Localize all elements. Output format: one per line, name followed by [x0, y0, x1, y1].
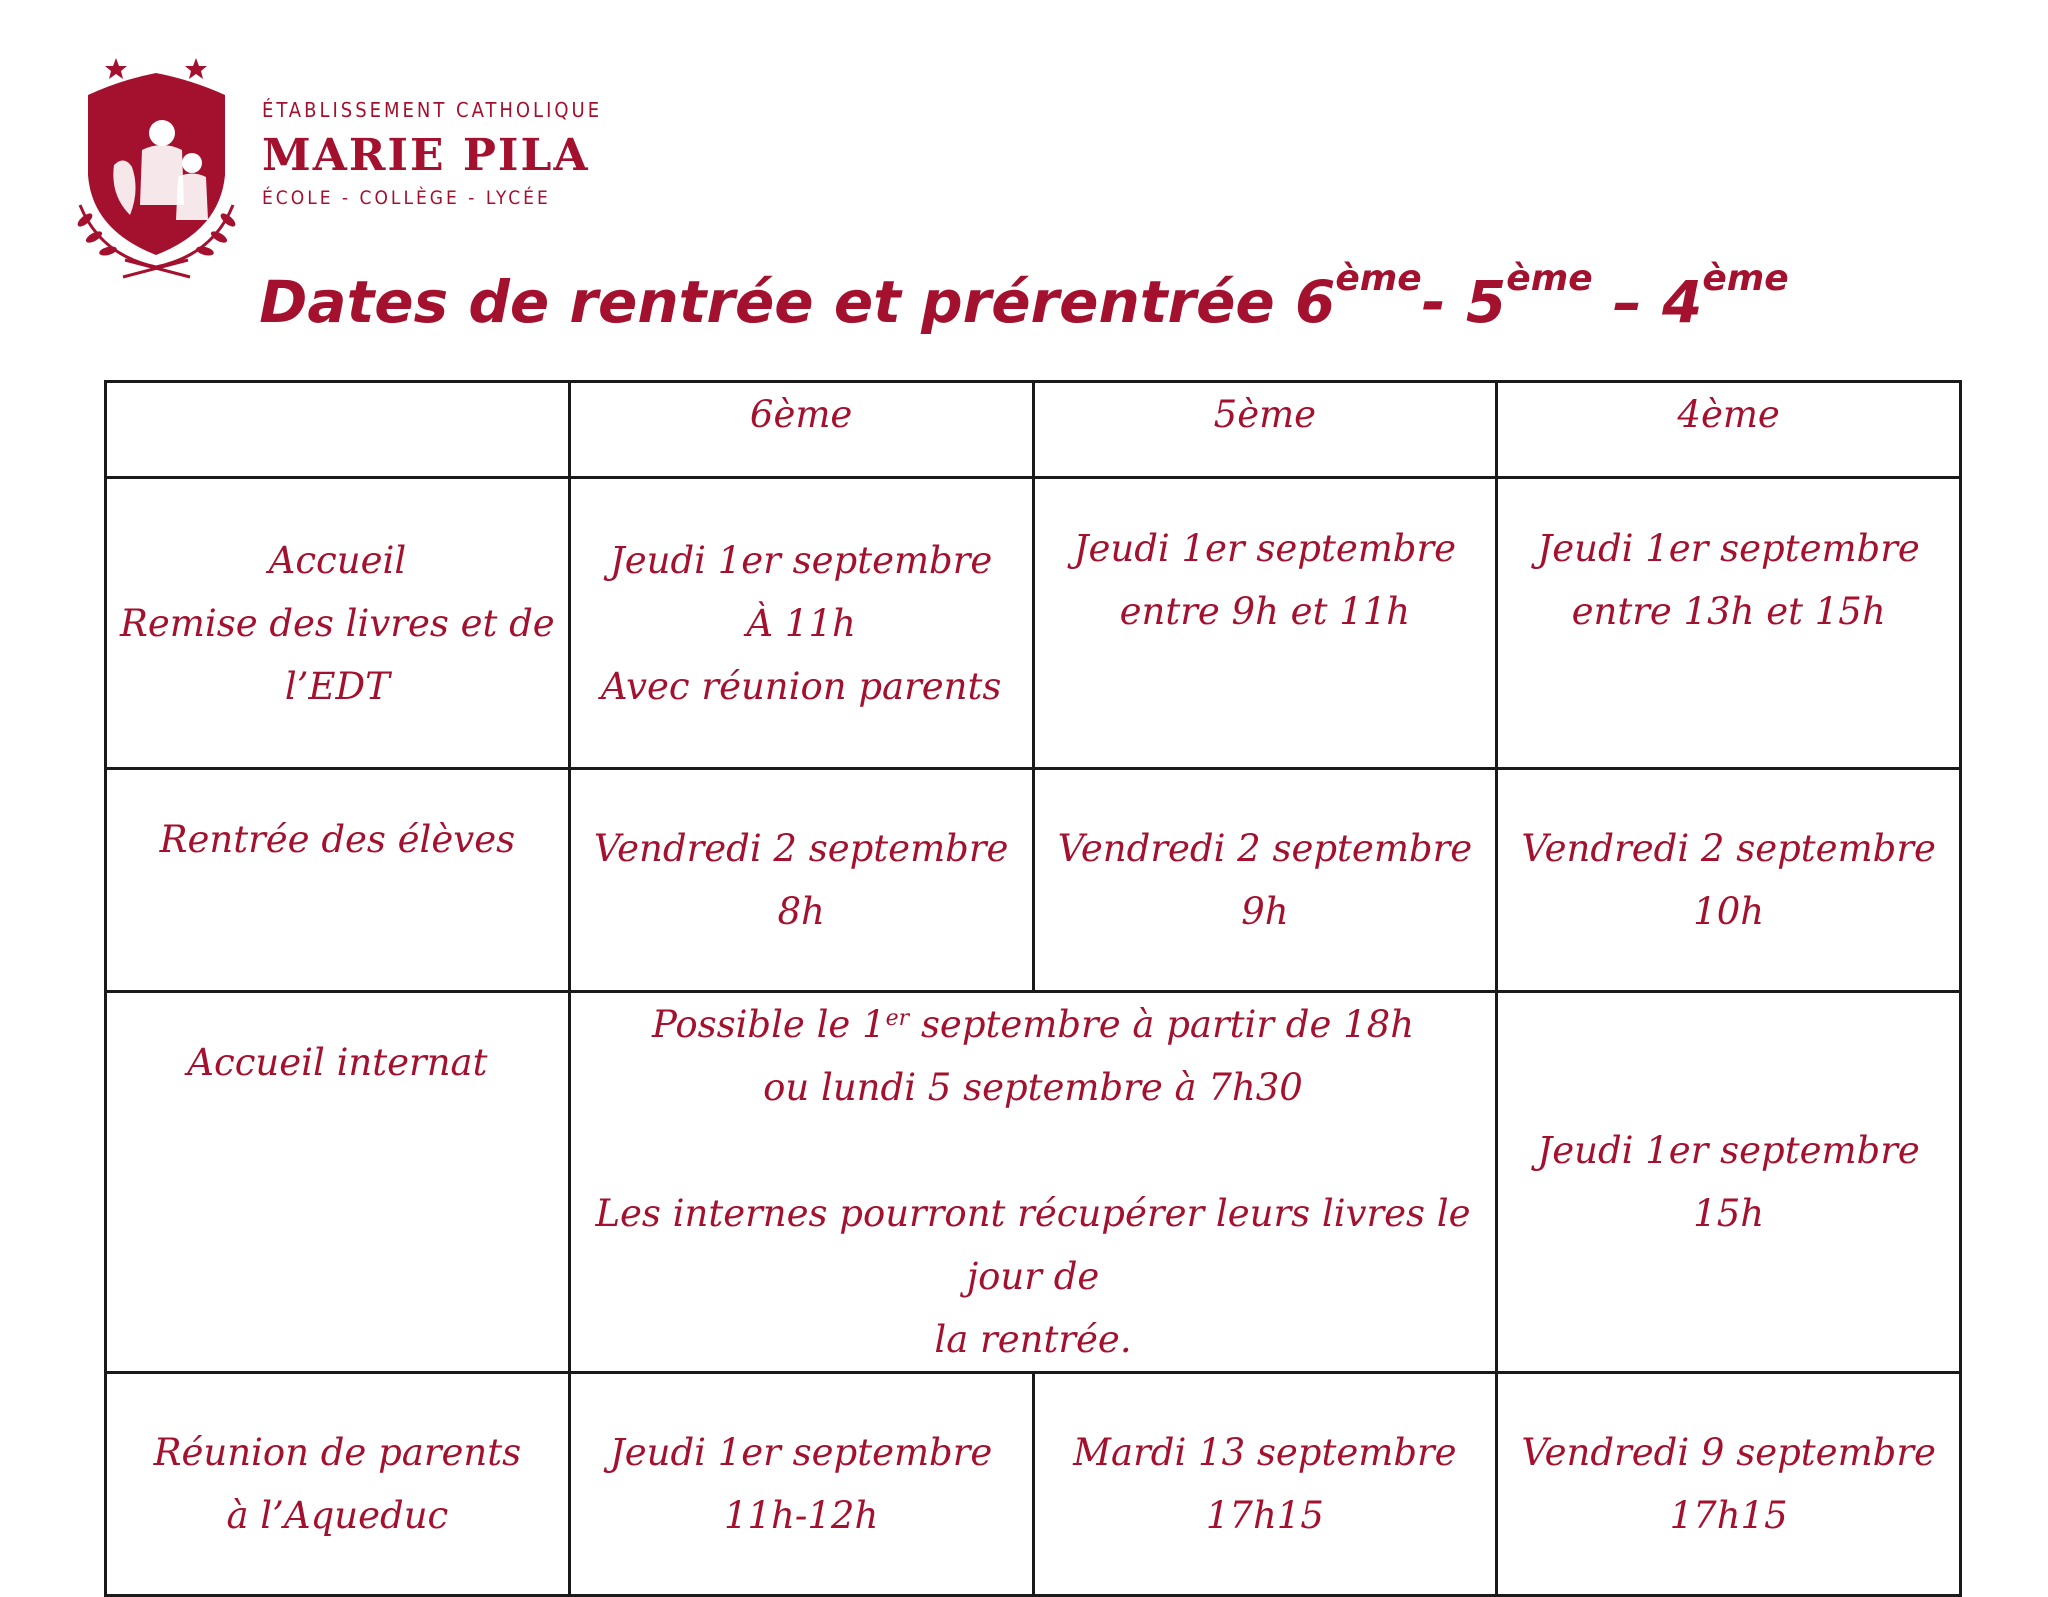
- internat-text-post: septembre à partir de 18h: [909, 1003, 1415, 1046]
- cell-line: Jeudi 1er septembre: [609, 1431, 993, 1474]
- cell-line: Jeudi 1er septembre: [1537, 527, 1920, 570]
- cell-line: entre 9h et 11h: [1119, 590, 1411, 633]
- cell-line: [581, 993, 1486, 1056]
- cell-line: Jeudi 1er septembre: [609, 538, 993, 582]
- label-line: Remise des livres et de: [120, 601, 555, 645]
- cell-line: 11h-12h: [723, 1494, 879, 1537]
- cell-line: 17h15: [1669, 1494, 1788, 1537]
- label-line: Réunion de parents: [153, 1431, 522, 1474]
- header-row: [106, 382, 1961, 478]
- cell-line: À 11h: [746, 601, 856, 645]
- table-row-rentree: [106, 769, 1961, 992]
- label-line: Accueil internat: [187, 1041, 488, 1084]
- title-main: Dates de rentrée et prérentrée 6: [259, 268, 1336, 336]
- cell-rentree-5eme: [1033, 769, 1497, 992]
- line-gap: [581, 1119, 1486, 1182]
- cell-line: Avec réunion parents: [600, 664, 1002, 708]
- row-label-rentree: [106, 769, 570, 992]
- cell-rentree-6eme: [569, 769, 1033, 992]
- brand-levels: ÉCOLE - COLLÈGE - LYCÉE: [262, 187, 551, 209]
- cell-line: Jeudi 1er septembre: [1073, 527, 1457, 570]
- page-title: [0, 258, 2048, 336]
- school-crest-logo: [70, 55, 245, 285]
- cell-rentree-4eme: [1497, 769, 1961, 992]
- title-mid-5: - 5: [1421, 268, 1507, 336]
- table-row-accueil: [106, 478, 1961, 769]
- cell-line: Vendredi 2 septembre: [593, 827, 1009, 870]
- cell-line: Jeudi 1er septembre 15h: [1537, 1129, 1920, 1235]
- cell-reunion-5eme: [1033, 1373, 1497, 1596]
- label-line: à l’Aqueduc: [226, 1494, 449, 1537]
- title-sup-4: ème: [1702, 258, 1789, 299]
- cell-line: Mardi 13 septembre: [1073, 1431, 1457, 1474]
- label-line: l’EDT: [284, 664, 390, 708]
- cell-line: la rentrée.: [934, 1318, 1132, 1361]
- internat-text-sup: er: [885, 1006, 910, 1031]
- schedule-table: [104, 380, 1962, 1597]
- row-label-internat: [106, 992, 570, 1373]
- cell-line: 8h: [777, 890, 825, 933]
- table-row-reunion: [106, 1373, 1961, 1596]
- cell-reunion-4eme: [1497, 1373, 1961, 1596]
- table-row-internat: [106, 992, 1961, 1373]
- header-cell-4eme: 4ème: [1497, 382, 1961, 478]
- title-sup-5: ème: [1506, 258, 1593, 299]
- label-line: Accueil: [268, 538, 407, 582]
- cell-line: Vendredi 2 septembre: [1057, 827, 1473, 870]
- row-label-accueil: [106, 478, 570, 769]
- cell-accueil-6eme: [569, 478, 1033, 769]
- cell-accueil-4eme: [1497, 478, 1961, 769]
- internat-text-pre: Possible le 1: [651, 1003, 886, 1046]
- cell-accueil-5eme: [1033, 478, 1497, 769]
- header-cell-empty: [106, 382, 570, 478]
- cell-line: Les internes pourront récupérer leurs livres le jour de: [595, 1192, 1471, 1298]
- cell-line: 10h: [1693, 890, 1765, 933]
- cell-line: ou lundi 5 septembre à 7h30: [763, 1066, 1303, 1109]
- brand-tagline: ÉTABLISSEMENT CATHOLIQUE: [262, 98, 603, 122]
- cell-internat-4eme: [1497, 992, 1961, 1373]
- row-label-reunion: [106, 1373, 570, 1596]
- label-line: Rentrée des élèves: [159, 818, 516, 861]
- cell-line: entre 13h et 15h: [1571, 590, 1886, 633]
- header-cell-5eme: 5ème: [1033, 382, 1497, 478]
- cell-line: Vendredi 9 septembre: [1521, 1431, 1936, 1474]
- cell-line: 17h15: [1205, 1494, 1324, 1537]
- cell-line: 9h: [1241, 890, 1289, 933]
- title-sup-6: ème: [1335, 258, 1422, 299]
- cell-line: Vendredi 2 septembre: [1521, 827, 1936, 870]
- cell-internat-6eme-5eme: [569, 992, 1497, 1373]
- title-mid-4: – 4: [1592, 268, 1703, 336]
- brand-name: MARIE PILA: [262, 130, 590, 181]
- header-cell-6eme: 6ème: [569, 382, 1033, 478]
- cell-reunion-6eme: [569, 1373, 1033, 1596]
- school-brand: [262, 98, 602, 209]
